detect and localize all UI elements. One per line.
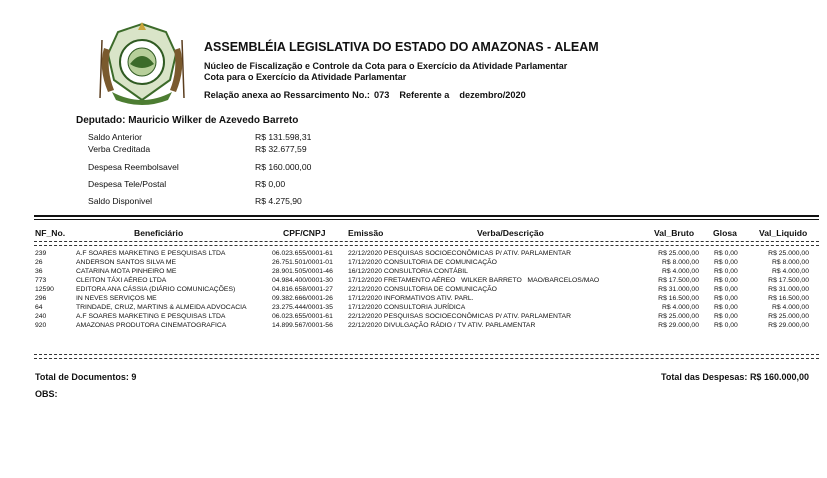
table-row — [0, 313, 827, 321]
cell-glosa: R$ 0,00 — [714, 268, 738, 275]
cell-verba: INFORMATIVOS ATIV. PARL. — [383, 295, 474, 302]
cell-cpf: 06.023.655/0001-61 — [272, 313, 333, 320]
col-header-beneficiario: Beneficiário — [134, 228, 184, 238]
cell-glosa: R$ 0,00 — [714, 304, 738, 311]
saldo-label: Verba Creditada — [88, 144, 151, 154]
saldo-label: Despesa Reembolsavel — [88, 162, 179, 172]
cell-liquido: R$ 25.000,00 — [768, 313, 809, 320]
cell-emissao-verba — [348, 286, 497, 294]
total-documentos-label: Total de Documentos: — [35, 372, 129, 382]
cell-cpf: 09.382.666/0001-26 — [272, 295, 333, 302]
cell-bruto: R$ 8.000,00 — [661, 259, 699, 266]
cell-verba: FRETAMENTO AÉREO WILKER BARRETO MAO/BARCELOS/MAO — [383, 277, 600, 284]
cell-beneficiario: TRINDADE, CRUZ, MARTINS & ALMEIDA ADVOCACIA — [76, 304, 247, 311]
cell-emissao: 17/12/2020 — [348, 295, 383, 302]
cell-beneficiario: A.F SOARES MARKETING E PESQUISAS LTDA — [76, 313, 226, 320]
col-header-cpf: CPF/CNPJ — [283, 228, 326, 238]
cell-emissao: 17/12/2020 — [348, 277, 383, 284]
subtitle-line-1: Núcleo de Fiscalização e Controle da Cota para o Exercício da Atividade Parlamentar — [204, 61, 568, 71]
cell-liquido: R$ 4.000,00 — [771, 304, 809, 311]
cell-liquido: R$ 29.000,00 — [768, 322, 809, 329]
cell-bruto: R$ 4.000,00 — [661, 304, 699, 311]
cell-cpf: 28.901.505/0001-46 — [272, 268, 333, 275]
cell-beneficiario: EDITORA ANA CÁSSIA (DIÁRIO COMUNICAÇÕES) — [76, 286, 236, 293]
table-row — [0, 304, 827, 312]
cell-nf: 36 — [35, 268, 43, 275]
institution-title: ASSEMBLÉIA LEGISLATIVA DO ESTADO DO AMAZONAS - ALEAM — [204, 40, 599, 54]
cell-verba: CONSULTORIA DE COMUNICAÇÃO — [383, 259, 497, 266]
cell-liquido: R$ 8.000,00 — [771, 259, 809, 266]
cell-nf: 64 — [35, 304, 43, 311]
cell-cpf: 04.984.400/0001-30 — [272, 277, 333, 284]
cell-bruto: R$ 31.000,00 — [658, 286, 699, 293]
cell-bruto: R$ 17.500,00 — [658, 277, 699, 284]
divider — [34, 241, 819, 246]
cell-verba: CONSULTORIA CONTÁBIL — [383, 268, 468, 275]
table-row — [0, 250, 827, 258]
cell-beneficiario: A.F SOARES MARKETING E PESQUISAS LTDA — [76, 250, 226, 257]
cell-emissao-verba — [348, 268, 468, 276]
cell-verba: CONSULTORIA JURÍDICA — [383, 304, 466, 311]
saldo-label: Saldo Anterior — [88, 132, 142, 142]
cell-nf: 296 — [35, 295, 47, 302]
obs-label: OBS: — [35, 389, 58, 399]
cell-liquido: R$ 31.000,00 — [768, 286, 809, 293]
cell-cpf: 26.751.501/0001-01 — [272, 259, 333, 266]
cell-emissao: 22/12/2020 — [348, 250, 383, 257]
cell-glosa: R$ 0,00 — [714, 259, 738, 266]
cell-beneficiario: IN NEVES SERVIÇOS ME — [76, 295, 157, 302]
ressarcimento-reference — [204, 90, 536, 100]
referente-value: dezembro/2020 — [459, 90, 526, 100]
cell-bruto: R$ 25.000,00 — [658, 250, 699, 257]
saldo-label: Despesa Tele/Postal — [88, 179, 167, 189]
cell-glosa: R$ 0,00 — [714, 313, 738, 320]
cell-emissao: 17/12/2020 — [348, 304, 383, 311]
total-despesas — [661, 372, 809, 382]
subtitle-line-2: Cota para o Exercício da Atividade Parlamentar — [204, 71, 407, 82]
total-despesas-value: R$ 160.000,00 — [749, 372, 809, 382]
referente-label: Referente a — [399, 90, 450, 100]
cell-emissao: 22/12/2020 — [348, 322, 383, 329]
cell-bruto: R$ 25.000,00 — [658, 313, 699, 320]
total-documentos — [35, 372, 136, 382]
cell-verba: DIVULGAÇÃO RÁDIO / TV ATIV. PARLAMENTAR — [383, 322, 536, 329]
saldo-value: R$ 32.677,59 — [255, 144, 307, 154]
cell-emissao-verba — [348, 277, 599, 285]
cell-cpf: 23.275.444/0001-35 — [272, 304, 333, 311]
cell-emissao: 16/12/2020 — [348, 268, 383, 275]
cell-glosa: R$ 0,00 — [714, 322, 738, 329]
cell-liquido: R$ 25.000,00 — [768, 250, 809, 257]
cell-verba: PESQUISAS SOCIOECONÔMICAS P/ ATIV. PARLAMENTAR — [383, 313, 572, 320]
cell-emissao-verba — [348, 250, 571, 258]
cell-nf: 240 — [35, 313, 47, 320]
saldo-value: R$ 131.598,31 — [255, 132, 312, 142]
table-row — [0, 322, 827, 330]
cell-glosa: R$ 0,00 — [714, 277, 738, 284]
cell-emissao: 22/12/2020 — [348, 313, 383, 320]
cell-liquido: R$ 17.500,00 — [768, 277, 809, 284]
divider — [34, 215, 819, 217]
cell-liquido: R$ 16.500,00 — [768, 295, 809, 302]
table-row — [0, 268, 827, 276]
table-row — [0, 259, 827, 267]
divider — [34, 219, 819, 220]
col-header-emissao: Emissão — [348, 228, 384, 238]
cell-glosa: R$ 0,00 — [714, 295, 738, 302]
cell-emissao-verba — [348, 304, 465, 312]
cell-bruto: R$ 4.000,00 — [661, 268, 699, 275]
cell-nf: 920 — [35, 322, 47, 329]
cell-emissao-verba — [348, 259, 497, 267]
institution-subtitle — [204, 61, 567, 82]
cell-emissao-verba — [348, 295, 474, 303]
cell-cpf: 04.816.658/0001-27 — [272, 286, 333, 293]
cell-emissao-verba — [348, 313, 571, 321]
deputado-name: Deputado: Mauricio Wilker de Azevedo Barreto — [76, 115, 299, 126]
table-row — [0, 295, 827, 303]
saldo-value: R$ 4.275,90 — [255, 196, 302, 206]
saldo-value: R$ 160.000,00 — [255, 162, 312, 172]
saldo-value: R$ 0,00 — [255, 179, 286, 189]
cell-nf: 773 — [35, 277, 47, 284]
cell-cpf: 14.899.567/0001-56 — [272, 322, 333, 329]
col-header-verba: Verba/Descrição — [477, 228, 544, 238]
cell-verba: CONSULTORIA DE COMUNICAÇÃO — [383, 286, 497, 293]
relacao-label: Relação anexa ao Ressarcimento No.: — [204, 90, 370, 100]
divider — [34, 354, 819, 359]
cell-emissao-verba — [348, 322, 535, 330]
cell-beneficiario: CLEITON TÁXI AÉREO LTDA — [76, 277, 167, 284]
cell-bruto: R$ 29.000,00 — [658, 322, 699, 329]
cell-verba: PESQUISAS SOCIOECONÔMICAS P/ ATIV. PARLAMENTAR — [383, 250, 572, 257]
col-header-liquido: Val_Liquido — [759, 228, 808, 238]
cell-glosa: R$ 0,00 — [714, 286, 738, 293]
cell-emissao: 17/12/2020 — [348, 259, 383, 266]
cell-liquido: R$ 4.000,00 — [771, 268, 809, 275]
cell-beneficiario: AMAZONAS PRODUTORA CINEMATOGRAFICA — [76, 322, 227, 329]
total-documentos-value: 9 — [131, 372, 137, 382]
aleam-coat-of-arms-logo — [94, 18, 190, 108]
total-despesas-label: Total das Despesas: — [661, 372, 748, 382]
saldo-label: Saldo Disponivel — [88, 196, 153, 206]
relacao-number: 073 — [373, 90, 390, 100]
cell-beneficiario: CATARINA MOTA PINHEIRO ME — [76, 268, 177, 275]
cell-emissao: 22/12/2020 — [348, 286, 383, 293]
cell-glosa: R$ 0,00 — [714, 250, 738, 257]
table-row — [0, 286, 827, 294]
col-header-bruto: Val_Bruto — [654, 228, 695, 238]
cell-cpf: 06.023.655/0001-61 — [272, 250, 333, 257]
cell-bruto: R$ 16.500,00 — [658, 295, 699, 302]
cell-nf: 12590 — [35, 286, 54, 293]
col-header-nf: NF_No. — [35, 228, 66, 238]
col-header-glosa: Glosa — [713, 228, 737, 238]
table-row — [0, 277, 827, 285]
cell-nf: 26 — [35, 259, 43, 266]
cell-beneficiario: ANDERSON SANTOS SILVA ME — [76, 259, 177, 266]
cell-nf: 239 — [35, 250, 47, 257]
